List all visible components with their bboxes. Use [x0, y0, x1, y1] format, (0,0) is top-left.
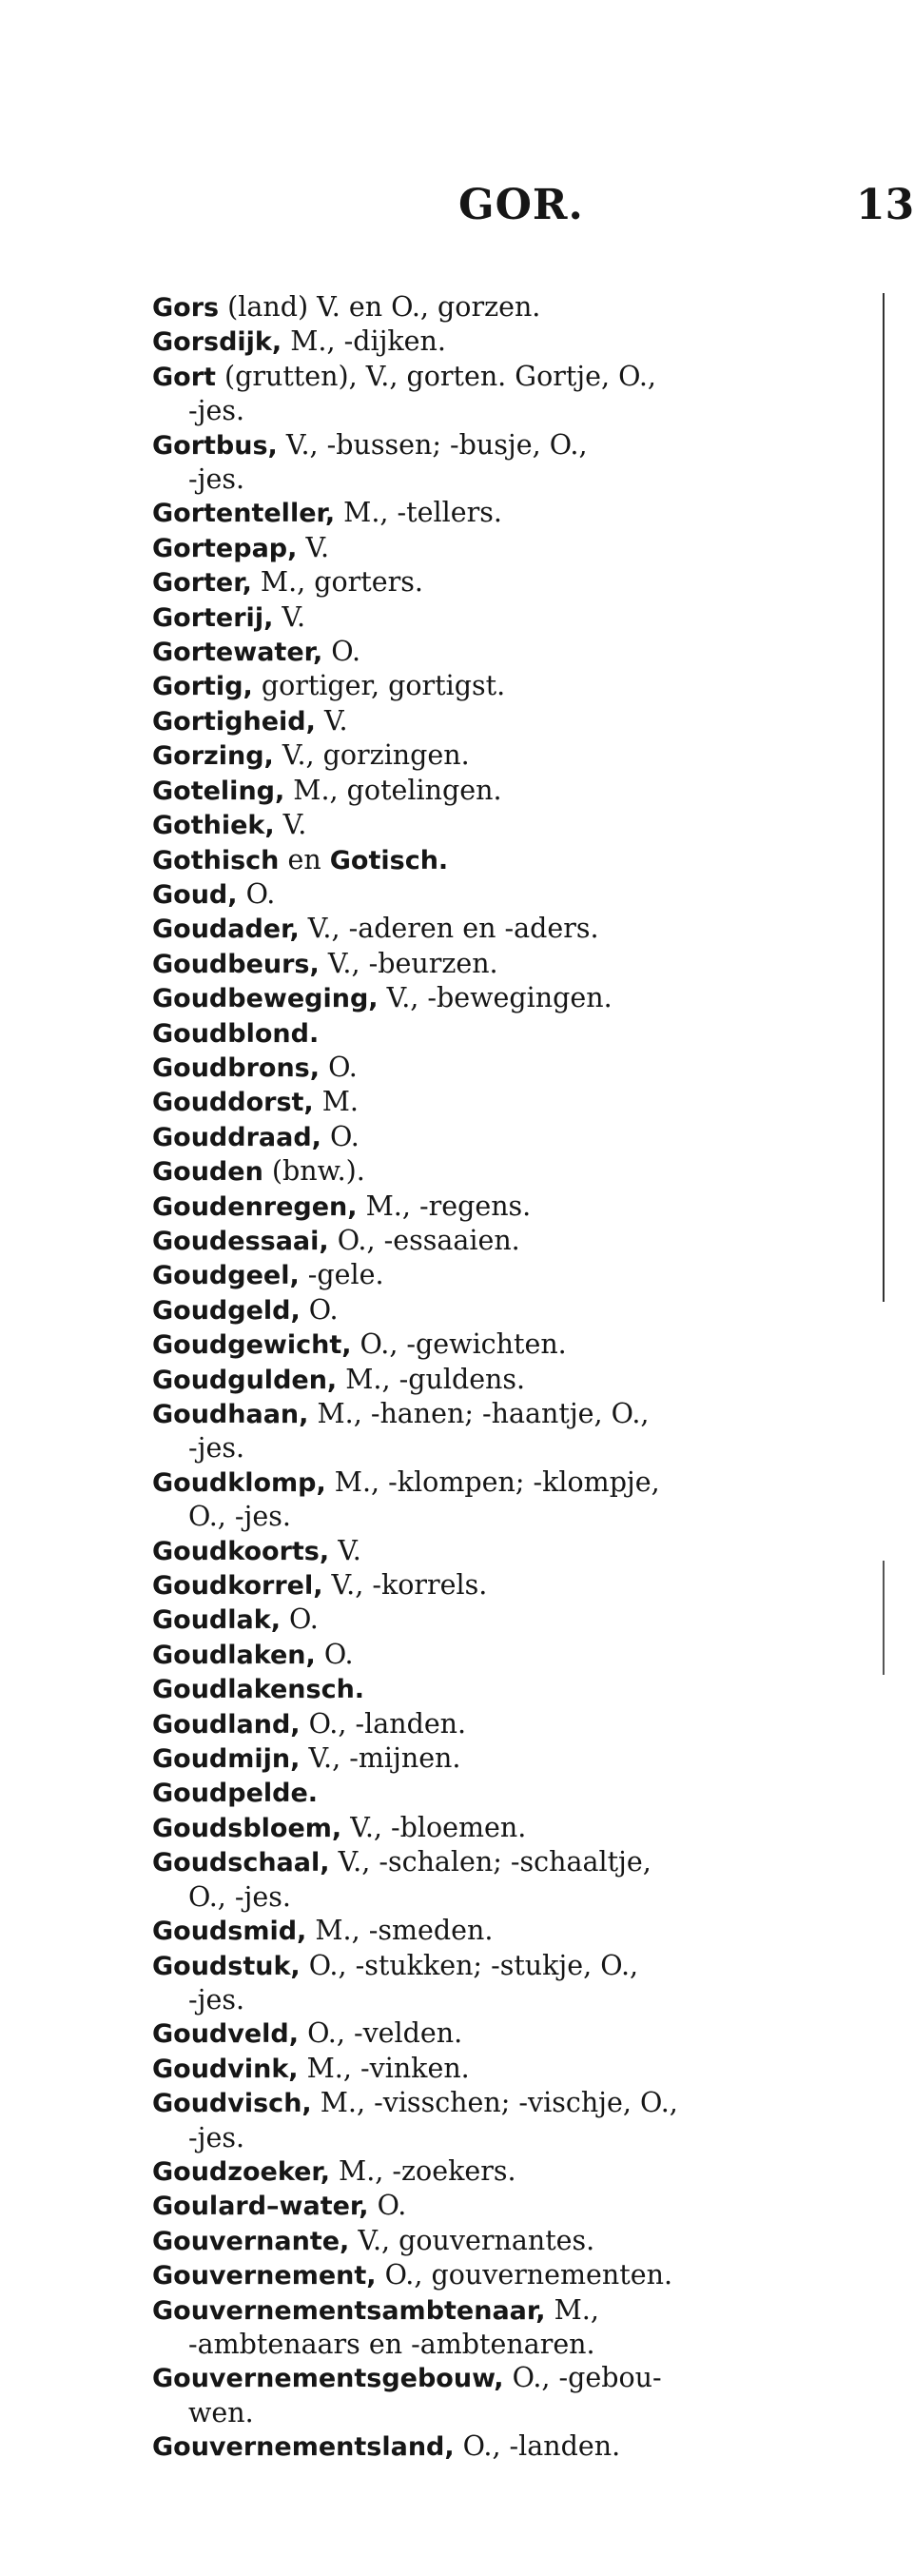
dictionary-entry — [152, 808, 861, 842]
dictionary-entry — [152, 1707, 861, 1741]
dictionary-entry — [152, 1568, 861, 1603]
entry-headword: Gothisch — [152, 845, 280, 875]
entry-definition: O. — [320, 1051, 358, 1083]
dictionary-entry — [152, 1293, 861, 1327]
entry-definition: O. — [280, 1603, 319, 1636]
entry-headword: Goudlakensch. — [152, 1675, 365, 1705]
entry-headword: Gouvernement, — [152, 2261, 377, 2291]
dictionary-entry — [152, 565, 861, 600]
dictionary-entry — [152, 1914, 861, 1948]
dictionary-entry — [152, 2258, 861, 2292]
dictionary-entry — [152, 2361, 861, 2429]
dictionary-entry — [152, 1845, 861, 1914]
entry-headword: Goudlaken, — [152, 1640, 316, 1670]
dictionary-entry — [152, 1465, 861, 1534]
dictionary-entry — [152, 2293, 861, 2362]
dictionary-entry — [152, 843, 861, 877]
entry-headword: Goud, — [152, 879, 238, 910]
dictionary-entry — [152, 324, 861, 359]
dictionary-entry — [152, 1672, 861, 1706]
entry-definition: O., -landen. — [454, 2430, 621, 2463]
dictionary-entry — [152, 947, 861, 981]
entry-headword-variant: Gotisch. — [329, 845, 449, 875]
dictionary-entry — [152, 1224, 861, 1258]
dictionary-entry — [152, 496, 861, 530]
entry-continuation: -ambtenaars en -ambtenaren. — [188, 2328, 595, 2360]
entry-headword: Gortbus, — [152, 430, 278, 461]
entry-definition: V., -aderen en -aders. — [299, 913, 599, 945]
dictionary-entry — [152, 635, 861, 669]
entry-headword: Goteling, — [152, 776, 285, 806]
entry-definition: (bnw.). — [263, 1155, 365, 1188]
entry-continuation: O., -jes. — [188, 1501, 291, 1533]
column-rule — [883, 1561, 885, 1675]
entry-definition: V., -bewegingen. — [378, 982, 613, 1014]
dictionary-entry — [152, 2016, 861, 2051]
entry-headword: Gortepap, — [152, 533, 298, 563]
entry-definition: V., -bloemen. — [341, 1811, 527, 1843]
dictionary-entry — [152, 360, 861, 428]
entry-definition: V., -schalen; -schaaltje, — [329, 1846, 651, 1878]
entry-headword: Gortenteller, — [152, 499, 336, 529]
entry-headword: Goudgeel, — [152, 1261, 300, 1291]
entry-headword: Goudzoeker, — [152, 2156, 330, 2187]
entry-headword: Gouvernementsambtenaar, — [152, 2295, 546, 2326]
entry-headword: Gouvernante, — [152, 2226, 350, 2256]
entry-definition: M., -zoekers. — [329, 2154, 516, 2187]
dictionary-entry — [152, 1327, 861, 1362]
entry-headword: Gouvernementsgebouw, — [152, 2364, 504, 2394]
entry-continuation: -jes. — [188, 1432, 245, 1465]
entry-headword: Gortig, — [152, 672, 253, 702]
entry-continuation: -jes. — [188, 395, 245, 427]
entry-headword: Goudland, — [152, 1709, 301, 1740]
entry-definition: V., -mijnen. — [300, 1742, 461, 1775]
dictionary-entry — [152, 428, 861, 497]
entry-headword: Goudvink, — [152, 2054, 299, 2084]
entry-headword: Gort — [152, 362, 216, 392]
entry-definition: V. — [274, 809, 307, 841]
dictionary-entry — [152, 2052, 861, 2086]
dictionary-entry — [152, 981, 861, 1015]
entry-continuation: -jes. — [188, 2121, 245, 2153]
entry-headword: Goudbrons, — [152, 1052, 321, 1083]
dictionary-entry — [152, 600, 861, 635]
entry-definition: O. — [321, 1120, 360, 1152]
dictionary-entry — [152, 1258, 861, 1292]
entry-definition: V. — [315, 704, 348, 737]
dictionary-entry — [152, 1363, 861, 1397]
dictionary-entry — [152, 774, 861, 808]
entry-definition: O., -essaaien. — [328, 1224, 520, 1256]
entry-definition: M., -visschen; -vischje, O., — [311, 2087, 678, 2119]
entry-headword: Goudenregen, — [152, 1191, 358, 1222]
dictionary-entry — [152, 1190, 861, 1224]
entry-headword: Goudsmid, — [152, 1917, 307, 1947]
entry-definition: O., -stukken; -stukje, O., — [300, 1949, 639, 1981]
entry-definition: (grutten), V., gorten. Gortje, O., — [215, 360, 656, 392]
entry-definition: V., gouvernantes. — [349, 2224, 595, 2256]
entry-headword: Gorsdijk, — [152, 327, 282, 358]
entry-headword: Goudgewicht, — [152, 1330, 352, 1361]
entry-definition: V., gorzingen. — [273, 739, 470, 772]
entry-continuation: wen. — [188, 2396, 254, 2429]
entry-headword: Goudklomp, — [152, 1467, 326, 1498]
entry-definition: M., -tellers. — [335, 497, 502, 529]
column-rule — [883, 293, 885, 1302]
entry-headword: Goudbeweging, — [152, 984, 379, 1014]
dictionary-entry — [152, 290, 861, 324]
entry-headword: Gothiek, — [152, 811, 275, 841]
entry-definition: M., -regens. — [357, 1190, 532, 1222]
entry-definition: O., gouvernementen. — [376, 2259, 673, 2291]
entry-headword: Goudlak, — [152, 1605, 281, 1636]
dictionary-entry — [152, 1120, 861, 1154]
entry-headword: Goudessaai, — [152, 1226, 329, 1256]
dictionary-entry — [152, 1051, 861, 1085]
entry-definition: V. — [273, 600, 306, 633]
entry-headword: Goudvisch, — [152, 2089, 312, 2119]
entry-definition: V., -korrels. — [322, 1569, 488, 1602]
entry-definition: M., -vinken. — [298, 2052, 470, 2084]
entry-headword: Goudgulden, — [152, 1365, 338, 1395]
dictionary-entry — [152, 912, 861, 946]
entry-headword: Goudkorrel, — [152, 1571, 323, 1602]
entry-headword: Goudsbloem, — [152, 1813, 342, 1843]
entry-definition: M., gotelingen. — [284, 774, 502, 806]
entry-headword: Goudschaal, — [152, 1848, 330, 1878]
entry-definition: O., -landen. — [300, 1707, 467, 1740]
entry-headword: Gortewater, — [152, 638, 323, 668]
entry-headword: Gorterij, — [152, 602, 274, 633]
dictionary-entry — [152, 2429, 861, 2464]
dictionary-entry — [152, 1638, 861, 1672]
entry-headword: Goudmijn, — [152, 1744, 301, 1775]
entry-headword: Goudblond. — [152, 1018, 320, 1049]
entry-definition: V. — [297, 531, 330, 563]
entry-definition: M., -dijken. — [282, 325, 446, 358]
entry-headword: Gortigheid, — [152, 706, 316, 737]
entry-definition: M. — [313, 1086, 359, 1118]
dictionary-entry — [152, 2224, 861, 2258]
entry-definition: O. — [237, 877, 276, 910]
entry-definition: V., -beurzen. — [319, 947, 498, 979]
entry-headword: Goudkoorts, — [152, 1536, 330, 1566]
entry-headword: Gorter, — [152, 568, 252, 599]
entry-headword: Goulard–water, — [152, 2192, 369, 2222]
entry-continuation: -jes. — [188, 463, 245, 496]
entry-definition: V. — [329, 1534, 361, 1566]
entry-headword: Gouvernementsland, — [152, 2432, 455, 2463]
running-head: GOR. — [458, 181, 584, 229]
entry-headword: Gors — [152, 293, 220, 323]
entry-definition: M., -guldens. — [337, 1363, 526, 1395]
dictionary-entry — [152, 1741, 861, 1776]
entry-headword: Gouddraad, — [152, 1122, 321, 1152]
page-number: 13 — [856, 181, 914, 229]
entry-headword: Goudgeld, — [152, 1295, 301, 1326]
entry-headword: Goudstuk, — [152, 1951, 301, 1981]
entry-definition: M., — [545, 2293, 599, 2326]
dictionary-entry — [152, 1085, 861, 1119]
entry-definition: O. — [368, 2190, 407, 2222]
dictionary-entry — [152, 1776, 861, 1810]
entry-headword: Goudhaan, — [152, 1400, 309, 1429]
entry-definition: M., -klompen; -klompje, — [325, 1465, 660, 1498]
dictionary-entry — [152, 1397, 861, 1465]
entry-definition: (land) V. en O., gorzen. — [219, 291, 541, 323]
entry-headword: Gouddorst, — [152, 1088, 314, 1118]
dictionary-entry — [152, 704, 861, 738]
entry-continuation: -jes. — [188, 1983, 245, 2016]
entry-list — [152, 290, 861, 2465]
entry-definition: M., -smeden. — [306, 1915, 494, 1947]
entry-definition: V., -bussen; -busje, O., — [277, 428, 588, 461]
entry-definition: O., -velden. — [299, 2017, 463, 2050]
dictionary-entry — [152, 1811, 861, 1845]
dictionary-entry — [152, 1603, 861, 1637]
entry-definition: O. — [300, 1293, 339, 1326]
entry-definition: -gele. — [299, 1259, 384, 1291]
dictionary-entry — [152, 1016, 861, 1051]
entry-definition: O. — [322, 636, 361, 668]
dictionary-entry — [152, 1154, 861, 1189]
dictionary-entry — [152, 1949, 861, 2017]
entry-headword: Goudpelde. — [152, 1779, 319, 1809]
dictionary-entry — [152, 2189, 861, 2223]
entry-definition: en — [279, 843, 330, 875]
dictionary-entry — [152, 2154, 861, 2189]
entry-definition: M., gorters. — [251, 566, 423, 599]
entry-headword: Goudbeurs, — [152, 949, 320, 979]
entry-definition: O. — [315, 1638, 354, 1670]
dictionary-entry — [152, 877, 861, 912]
entry-definition: O., -gebou- — [503, 2362, 662, 2394]
entry-headword: Gouden — [152, 1157, 263, 1188]
dictionary-entry — [152, 531, 861, 565]
dictionary-entry — [152, 1534, 861, 1568]
dictionary-entry — [152, 2086, 861, 2154]
dictionary-entry — [152, 669, 861, 703]
entry-headword: Goudveld, — [152, 2019, 300, 2050]
page-header — [0, 181, 914, 238]
entry-headword: Gorzing, — [152, 741, 274, 772]
entry-definition: M., -hanen; -haantje, O., — [308, 1398, 650, 1429]
dictionary-entry — [152, 738, 861, 773]
entry-continuation: O., -jes. — [188, 1880, 291, 1913]
entry-definition: O., -gewichten. — [351, 1328, 567, 1361]
entry-headword: Goudader, — [152, 914, 300, 945]
entry-definition: gortiger, gortigst. — [252, 670, 506, 702]
